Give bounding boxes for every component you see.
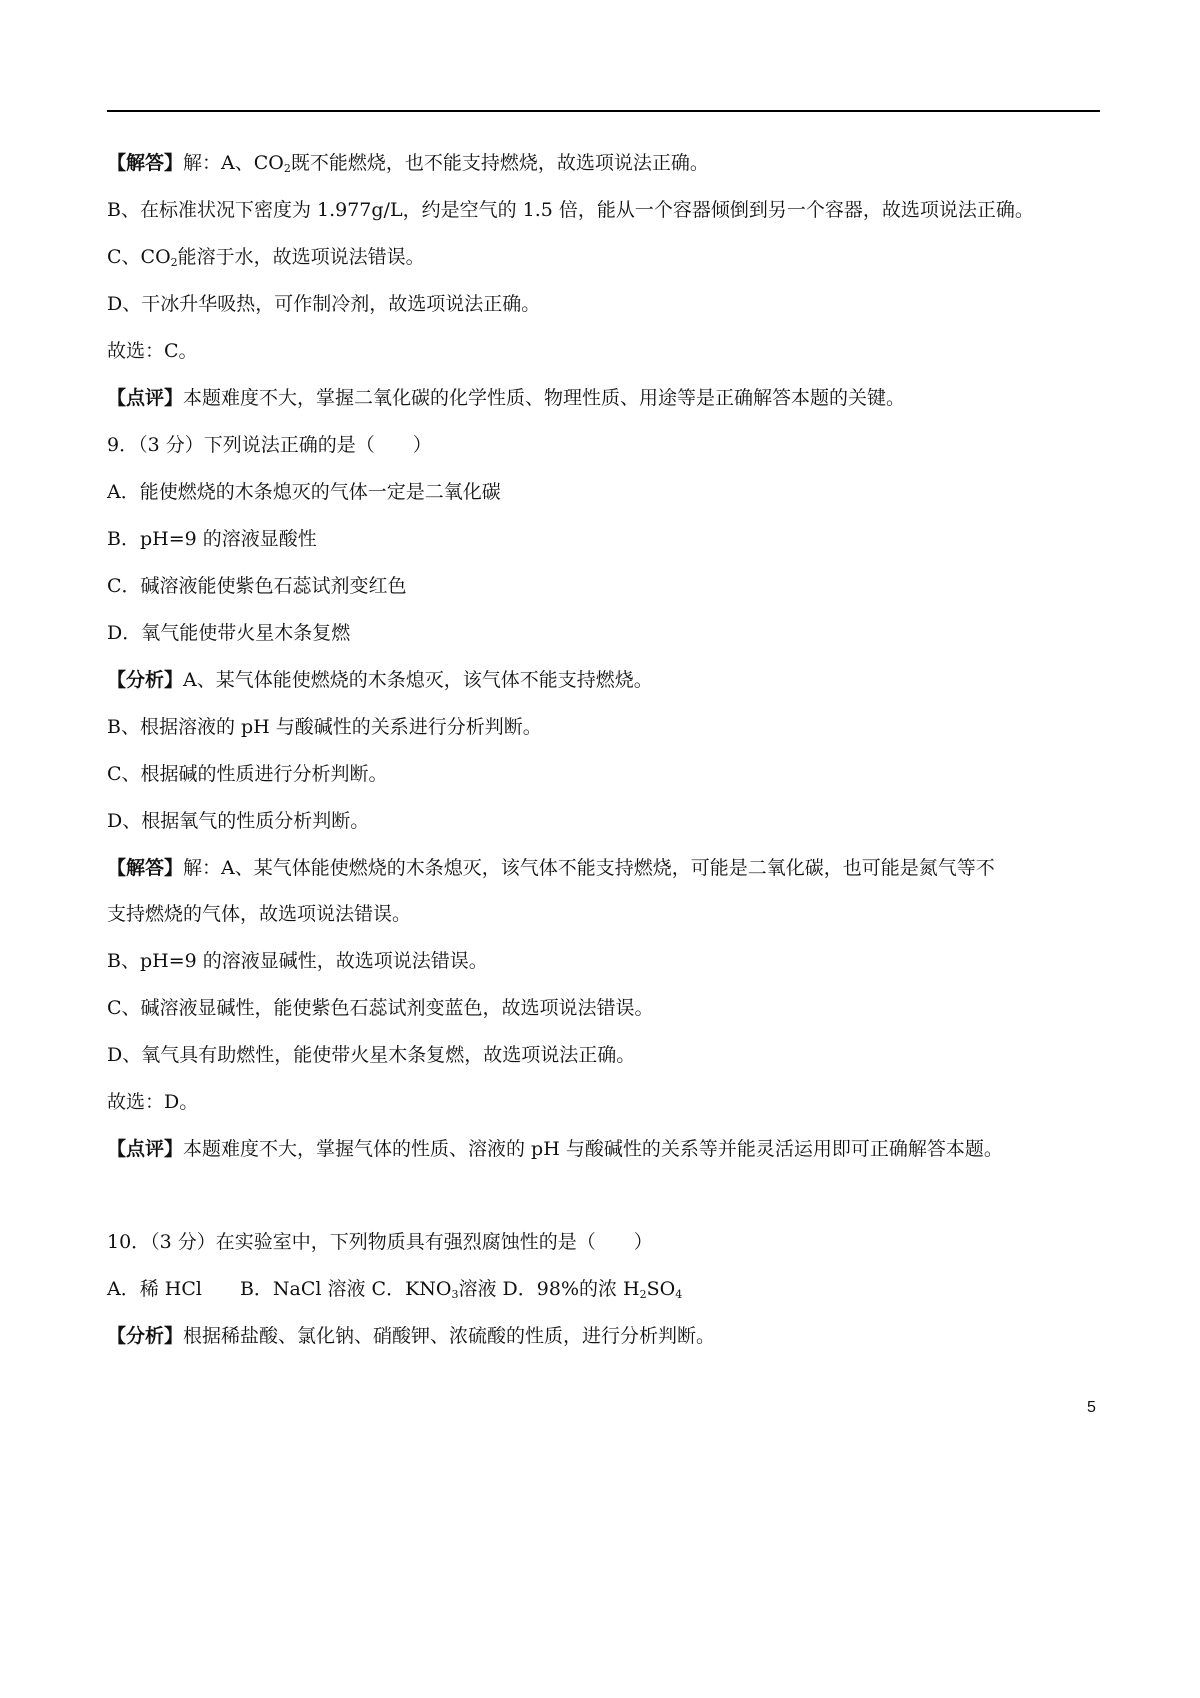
answer-line: 【解答】解：A、$CO_2$既不能燃烧，也不能支持燃烧，故选项说法正确。 — [107, 152, 709, 175]
question-9-option-c: C．碱溶液能使紫色石蕊试剂变红色 — [107, 575, 407, 597]
question-10-options: A．稀 HCl B．NaCl 溶液 C．$KNO_3$溶液 D．98%的浓 $H_2SO_4$ — [107, 1278, 683, 1301]
answer-choice: 故选：D。 — [107, 1091, 199, 1113]
analysis-line: D、根据氧气的性质分析判断。 — [107, 810, 370, 832]
answer-line: 【解答】解：A、某气体能使燃烧的木条熄灭，该气体不能支持燃烧，可能是二氧化碳，也可能是氮气等不 — [107, 857, 995, 879]
question-9-option-a: A．能使燃烧的木条熄灭的气体一定是二氧化碳 — [107, 481, 501, 503]
question-9-option-d: D．氧气能使带火星木条复燃 — [107, 622, 351, 644]
analysis-tag: 【分析】 — [107, 669, 184, 691]
answer-line: D、干冰升华吸热，可作制冷剂，故选项说法正确。 — [107, 293, 541, 315]
answer-line: B、pH=9 的溶液显碱性，故选项说法错误。 — [107, 950, 488, 972]
answer-tag: 【解答】 — [107, 152, 184, 174]
answer-choice: 故选：C。 — [107, 340, 198, 362]
question-9-option-b: B．pH=9 的溶液显酸性 — [107, 528, 317, 550]
analysis-line: 【分析】根据稀盐酸、氯化钠、硝酸钾、浓硫酸的性质，进行分析判断。 — [107, 1325, 716, 1347]
answer-tag: 【解答】 — [107, 857, 184, 879]
analysis-tag: 【分析】 — [107, 1325, 184, 1347]
analysis-line: B、根据溶液的 pH 与酸碱性的关系进行分析判断。 — [107, 716, 542, 738]
comment-line: 【点评】本题难度不大，掌握二氧化碳的化学性质、物理性质、用途等是正确解答本题的关键。 — [107, 387, 906, 409]
question-10-stem: 10．（3 分）在实验室中，下列物质具有强烈腐蚀性的是（ ） — [107, 1231, 653, 1253]
answer-line: B、在标准状况下密度为 1.977g/L，约是空气的 1.5 倍，能从一个容器倾倒到另一个容器，故选项说法正确。 — [107, 199, 1034, 221]
document-body — [107, 150, 1107, 1370]
header-rule — [107, 110, 1100, 112]
answer-line: D、氧气具有助燃性，能使带火星木条复燃，故选项说法正确。 — [107, 1044, 636, 1066]
comment-tag: 【点评】 — [107, 387, 184, 409]
question-9-stem: 9．（3 分）下列说法正确的是（ ） — [107, 434, 432, 456]
page-number: 5 — [1087, 1399, 1096, 1416]
answer-line: 支持燃烧的气体，故选项说法错误。 — [107, 903, 412, 925]
analysis-line: 【分析】A、某气体能使燃烧的木条熄灭，该气体不能支持燃烧。 — [107, 669, 653, 691]
analysis-line: C、根据碱的性质进行分析判断。 — [107, 763, 388, 785]
answer-line: C、$CO_2$能溶于水，故选项说法错误。 — [107, 246, 425, 269]
answer-line: C、碱溶液显碱性，能使紫色石蕊试剂变蓝色，故选项说法错误。 — [107, 997, 654, 1019]
comment-line: 【点评】本题难度不大，掌握气体的性质、溶液的 pH 与酸碱性的关系等并能灵活运用即可正确解答本题。 — [107, 1138, 1003, 1160]
comment-tag: 【点评】 — [107, 1138, 184, 1160]
